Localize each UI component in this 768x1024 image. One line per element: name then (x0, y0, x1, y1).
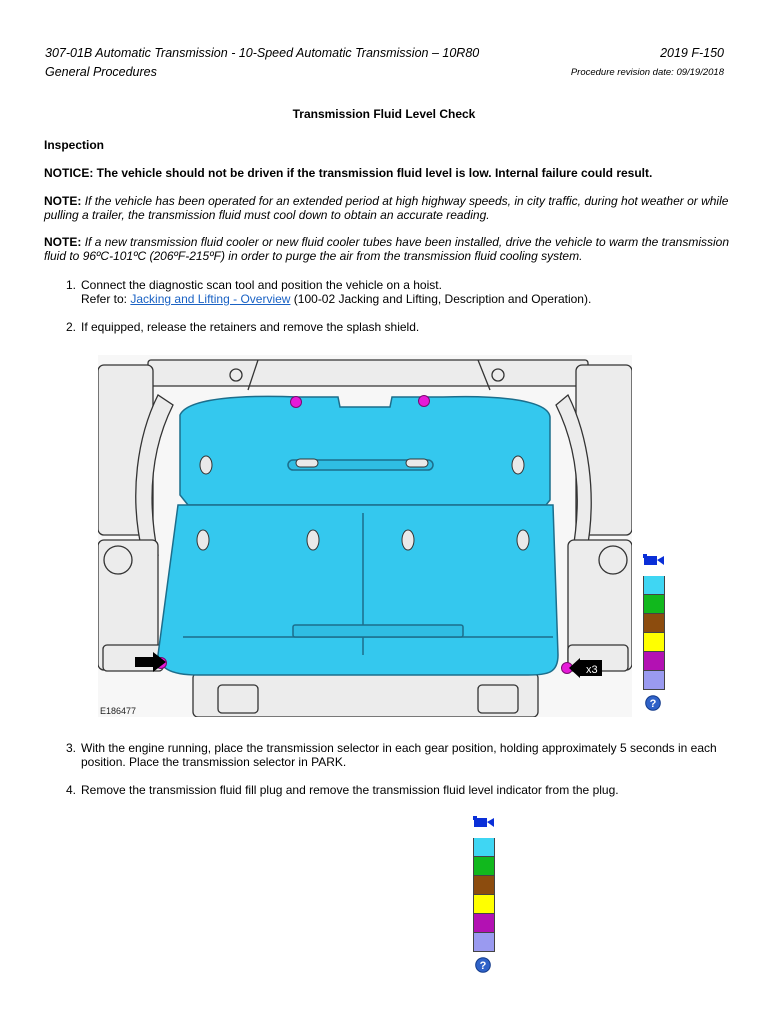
document-subtitle: General Procedures (45, 65, 157, 79)
notice-text: NOTICE: The vehicle should not be driven if the transmission fluid level is low. Internal failure could result. (44, 166, 653, 180)
note-label: NOTE: (44, 235, 82, 249)
color-swatch-green[interactable] (473, 857, 495, 876)
video-camera-icon[interactable] (643, 553, 665, 567)
help-icon[interactable] (475, 957, 491, 973)
step-number: 4. (66, 783, 77, 797)
note-label: NOTE: (44, 194, 82, 208)
note-fluid-cooler (44, 235, 734, 263)
color-swatch-yellow[interactable] (643, 633, 665, 652)
color-swatch-magenta[interactable] (643, 652, 665, 671)
splash-shield-illustration (98, 355, 632, 717)
document-header (45, 44, 479, 82)
step-text: If equipped, release the retainers and remove the splash shield. (81, 320, 420, 334)
svg-text:?: ? (649, 698, 657, 710)
color-swatch-brown[interactable] (643, 614, 665, 633)
note-text: If a new transmission fluid cooler or new fluid cooler tubes have been installed, drive the vehicle to warm the transmission fluid to 96ºC-101ºC (206ºF-215ºF) in order to purge the air from the transmission fluid cooling system. (44, 235, 730, 263)
step-number: 2. (66, 320, 77, 334)
color-swatch-cyan[interactable] (643, 576, 665, 595)
step-text: With the engine running, place the transmission selector in each gear position, holding approximately 5 seconds in each position. Place the transmission selector in PARK. (81, 741, 717, 769)
color-swatch-yellow[interactable] (473, 895, 495, 914)
reference-prefix: Refer to: (81, 292, 128, 306)
color-swatch-green[interactable] (643, 595, 665, 614)
step-reference (81, 292, 726, 306)
color-palette (473, 815, 497, 978)
step-number: 1. (66, 278, 77, 292)
step-text: Connect the diagnostic scan tool and position the vehicle on a hoist. (81, 278, 442, 292)
color-swatch-lavender[interactable] (643, 671, 665, 690)
note-text: If the vehicle has been operated for an extended period at high highway speeds, in city traffic, during hot weather or while pulling a trailer, the transmission fluid must cool down to obtain an accurate reading. (44, 194, 729, 222)
jacking-lifting-link[interactable]: Jacking and Lifting - Overview (130, 292, 291, 306)
step-text: Remove the transmission fluid fill plug and remove the transmission fluid level indicator from the plug. (81, 783, 619, 797)
vehicle-model: 2019 F-150 (660, 46, 724, 60)
color-palette (643, 553, 667, 716)
color-swatch-brown[interactable] (473, 876, 495, 895)
quantity-callout: x3 (586, 664, 598, 676)
vehicle-info (571, 44, 724, 82)
procedure-title: Transmission Fluid Level Check (292, 107, 476, 121)
color-swatch-lavender[interactable] (473, 933, 495, 952)
reference-suffix: (100-02 Jacking and Lifting, Description and Operation). (293, 292, 592, 306)
note-high-speed (44, 194, 734, 222)
color-swatch-cyan[interactable] (473, 838, 495, 857)
figure-id: E186477 (100, 706, 137, 716)
color-swatch-magenta[interactable] (473, 914, 495, 933)
document-title: 307-01B Automatic Transmission - 10-Speed Automatic Transmission – 10R80 (45, 46, 480, 60)
revision-date: Procedure revision date: 09/19/2018 (570, 67, 724, 78)
video-camera-icon[interactable] (473, 815, 495, 829)
step-number: 3. (66, 741, 77, 755)
section-heading: Inspection (44, 138, 105, 152)
svg-text:?: ? (479, 960, 487, 972)
help-icon[interactable] (645, 695, 661, 711)
